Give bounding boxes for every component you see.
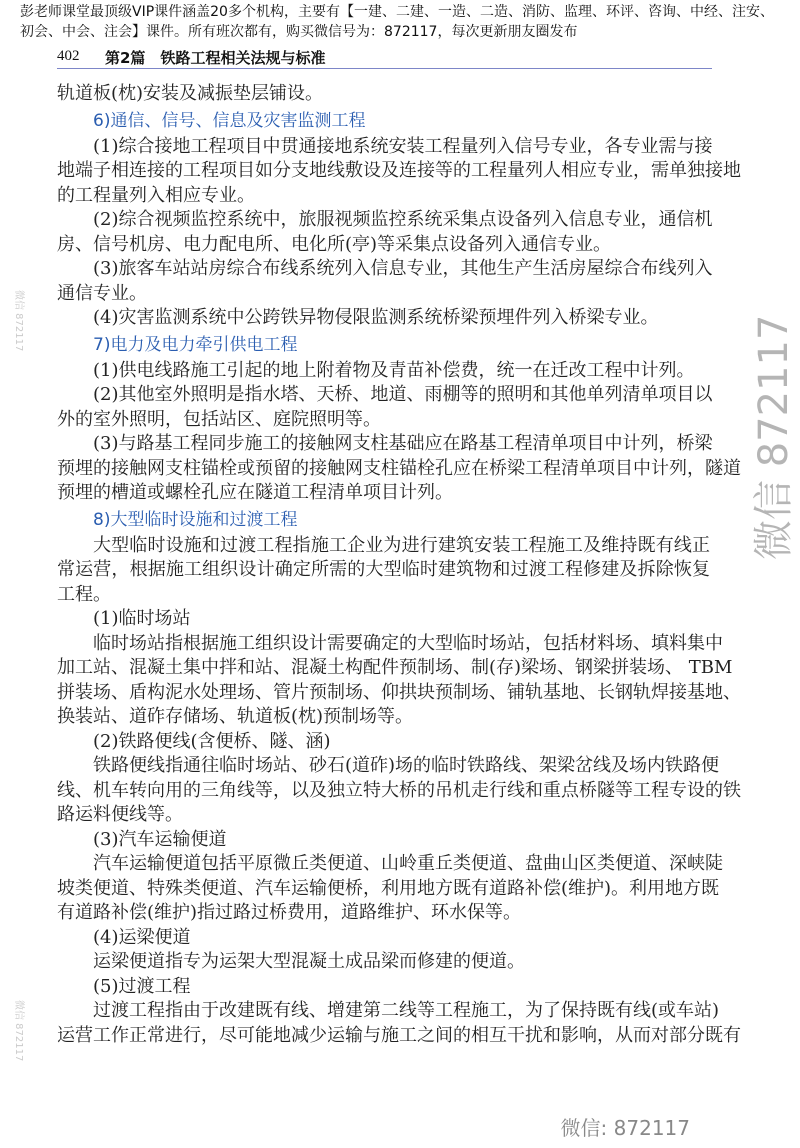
paragraph xyxy=(57,852,723,926)
text-line: (2)综合视频监控系统中，旅服视频监控系统采集点设备列入信息专业，通信机 xyxy=(93,209,713,230)
diagonal-watermark: 微信 872117 xyxy=(751,314,797,560)
paragraph xyxy=(57,383,713,432)
text-line: 预埋的接触网支柱锚栓或预留的接触网支柱锚栓孔应在桥梁工程清单项目中计列，隧道 xyxy=(57,457,741,479)
text-line: 临时场站指根据施工组织设计需要确定的大型临时场站，包括材料场、填料集中 xyxy=(93,632,723,654)
text-line: 换装站、道砟存储场、轨道板(枕)预制场等。 xyxy=(57,706,414,727)
text-line: 外的室外照明，包括站区、庭院照明等。 xyxy=(57,408,381,430)
section-heading: 8)大型临时设施和过渡工程 xyxy=(93,509,298,530)
text-line: 常运营，根据施工组织设计确定所需的大型临时建筑物和过渡工程修建及拆除恢复 xyxy=(57,559,710,580)
text-line: (3)与路基工程同步施工的接触网支柱基础应在路基工程清单项目中计列，桥梁 xyxy=(93,433,713,454)
running-head xyxy=(57,46,712,69)
text-line: (2)铁路便线(含便桥、隧、涵) xyxy=(93,730,331,752)
text-line: 大型临时设施和过渡工程指施工企业为进行建筑安装工程施工及维持既有线正 xyxy=(93,534,710,556)
text-line: (1)临时场站 xyxy=(93,608,191,629)
corner-watermark: 微信: 872117 xyxy=(560,1116,690,1140)
text-line: 有道路补偿(维护)指过路过桥费用，道路维护、环水保等。 xyxy=(57,902,522,923)
text-line: (4)灾害监测系统中公跨铁异物侵限监测系统桥梁预埋件列入桥梁专业。 xyxy=(93,307,659,328)
paragraph xyxy=(57,432,741,506)
text-line: (1)供电线路施工引起的地上附着物及青苗补偿费，统一在迁改工程中计列。 xyxy=(93,359,695,381)
faint-watermark: 微信 872117 xyxy=(13,1000,24,1062)
text-line: 路运料便线等。 xyxy=(57,804,183,825)
paragraph xyxy=(57,926,710,951)
text-line: (4)运梁便道 xyxy=(93,926,191,948)
text-line: 地端子相连接的工程项目如分支地线敷设及连接等的工程量列人相应专业，需单独接地 xyxy=(57,160,741,181)
section-heading: 6)通信、信号、信息及灾害监测工程 xyxy=(93,110,366,131)
page-number: 402 xyxy=(57,48,80,64)
promo-banner: 彭老师课堂最顶级VIP课件涵盖20多个机构，主要有【一建、二建、一造、二造、消防、监理、环评、咨询、中经、注安、初会、中会、注会】课件。所有班次都有，购买微信号为：872117，每次更新朋友圈发布 xyxy=(20,4,774,40)
paragraph xyxy=(57,632,741,730)
paragraph xyxy=(57,754,741,828)
text-line: 预埋的槽道或螺栓孔应在隧道工程清单项目计列。 xyxy=(57,482,453,503)
paragraph xyxy=(57,828,710,853)
text-line: 过渡工程指由于改建既有线、增建第二线等工程施工，为了保持既有线(或车站) xyxy=(93,1000,720,1021)
text-line: 房、信号机房、电力配电所、电化所(亭)等采集点设备列入通信专业。 xyxy=(57,233,612,255)
paragraph xyxy=(57,730,710,755)
document-body xyxy=(57,82,741,1048)
paragraph xyxy=(57,82,710,107)
paragraph xyxy=(57,999,741,1048)
text-line: 运营工作正常进行，尽可能地减少运输与施工之间的相互干扰和影响，从而对部分既有 xyxy=(57,1024,741,1046)
paragraph xyxy=(57,534,710,608)
text-line: 运梁便道指专为运架大型混凝土成品梁而修建的便道。 xyxy=(93,951,525,972)
text-line: 拼装场、盾构泥水处理场、管片预制场、仰拱块预制场、铺轨基地、长钢轨焊接基地、 xyxy=(57,681,741,703)
text-line: (5)过渡工程 xyxy=(93,975,191,997)
text-line: 汽车运输便道包括平原微丘类便道、山岭重丘类便道、盘曲山区类便道、深峡陡 xyxy=(93,853,723,874)
paragraph xyxy=(57,607,710,632)
faint-watermark: 微信 872117 xyxy=(13,290,24,352)
text-line: 加工站、混凝土集中拌和站、混凝土构配件预制场、制(存)梁场、钢梁拼装场、 TBM xyxy=(57,657,733,678)
paragraph xyxy=(57,208,713,257)
paragraph xyxy=(57,257,713,306)
paragraph xyxy=(57,975,710,1000)
text-line: (1)综合接地工程项目中贯通接地系统安装工程量列入信号专业，各专业需与接 xyxy=(93,135,713,157)
paragraph xyxy=(57,306,710,331)
section-heading: 7)电力及电力牵引供电工程 xyxy=(93,334,298,355)
text-line: 工程。 xyxy=(57,583,111,605)
text-line: 轨道板(枕)安装及减振垫层铺设。 xyxy=(57,83,324,104)
text-line: 坡类便道、特殊类便道、汽车运输便桥，利用地方既有道路补偿(维护)。利用地方既 xyxy=(57,877,720,899)
text-line: (3)旅客车站站房综合布线系统列入信息专业，其他生产生活房屋综合布线列入 xyxy=(93,258,713,279)
paragraph xyxy=(57,135,741,209)
chapter-title: 第2篇 铁路工程相关法规与标准 xyxy=(105,49,326,67)
paragraph xyxy=(57,359,710,384)
paragraph xyxy=(57,950,710,975)
text-line: 线、机车转向用的三角线等，以及独立特大桥的吊机走行线和重点桥隧等工程专设的铁 xyxy=(57,779,741,801)
text-line: (3)汽车运输便道 xyxy=(93,828,227,850)
text-line: 通信专业。 xyxy=(57,282,147,304)
text-line: (2)其他室外照明是指水塔、天桥、地道、雨棚等的照明和其他单列清单项目以 xyxy=(93,384,713,405)
text-line: 的工程量列入相应专业。 xyxy=(57,184,255,206)
text-line: 铁路便线指通往临时场站、砂石(道砟)场的临时铁路线、架梁岔线及场内铁路便 xyxy=(93,755,720,776)
